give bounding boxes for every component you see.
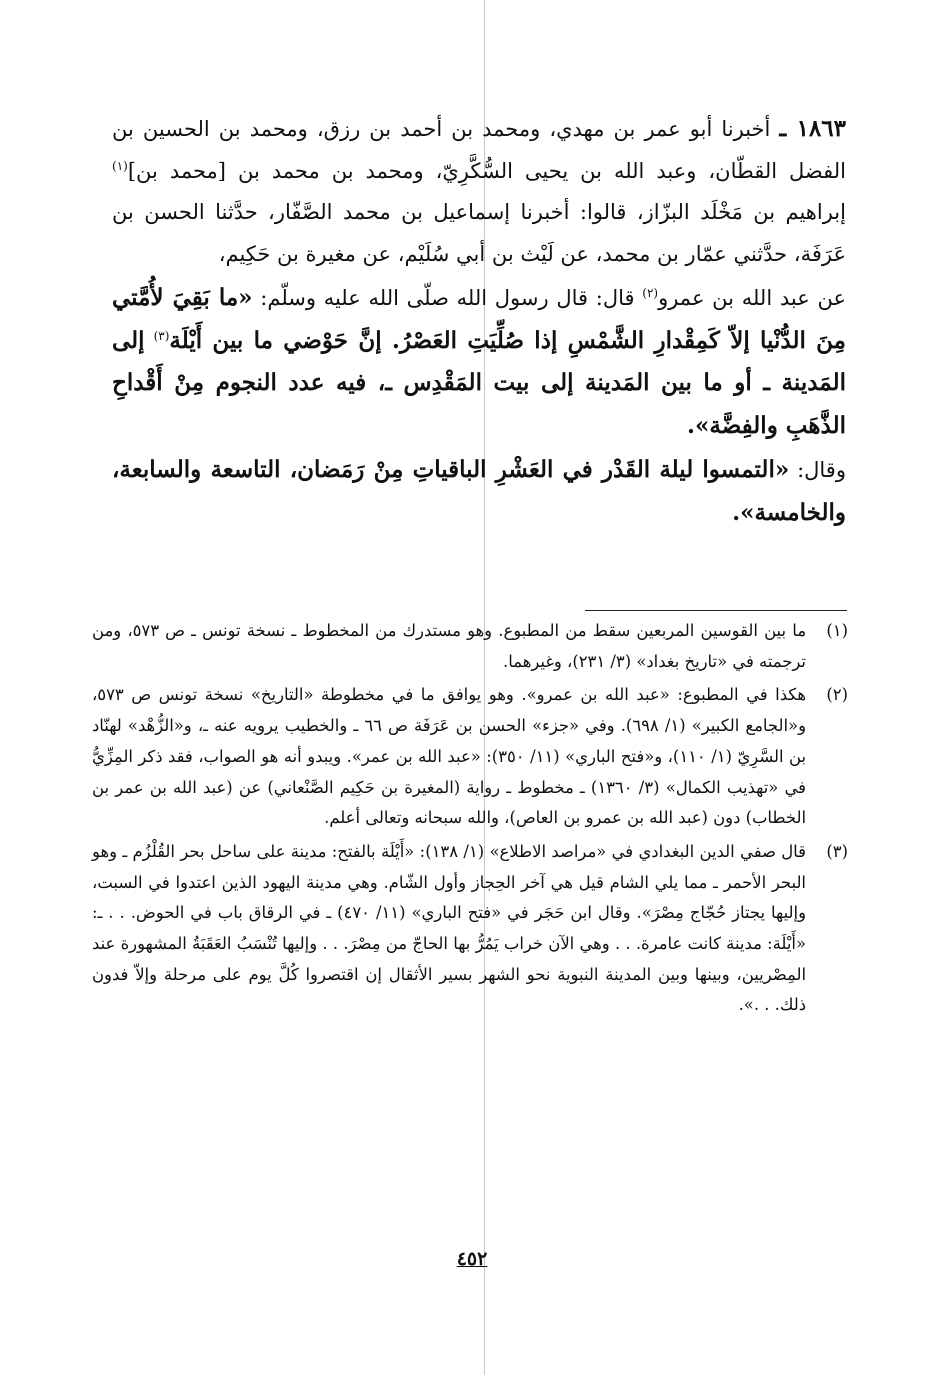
footnote-number: (٢): [826, 685, 848, 705]
isnad-text-rest: إبراهيم بن مَخْلَد البزّاز، قالوا: أخبرنا إسماعيل بن محمد الصَّفّار، حدَّثنا الحسن بن عَرَفَة، حدَّثني عمّار بن محمد، عن لَيْث بن أبي سُلَيْم، عن مغيرة بن حَكِيم،: [112, 200, 846, 266]
footnote-text: هكذا في المطبوع: «عبد الله بن عمرو». وهو يوافق ما في مخطوطة «التاريخ» نسخة تونس ص ٥٧٣، و«الجامع الكبير» (١/ ٦٩٨). وفي «جزء» الحسن بن عَرَفَة ص ٦٦ ـ والخطيب يرويه عنه ـ، و«الزُّهْد» لهنّاد بن السَّرِيّ (١/ ١١٠)، و«فتح الباري» (١١/ ٣٥٠): «عبد الله بن عمر». ويبدو أنه هو الصواب، فقد ذكر المِزِّيُّ في «تهذيب الكمال» (٣/ ١٣٦٠) ـ مخطوط ـ رواية (المغيرة بن حَكِيم الصَّنْعاني) عن (عبد الله بن عمر بن الخطاب) دون (عبد الله بن عمرو بن العاص)، والله سبحانه وتعالى أعلم.: [92, 685, 807, 828]
footnote: [92, 680, 848, 834]
said-text: وقال:: [797, 458, 846, 482]
footnote-ref-1[interactable]: (١): [112, 158, 128, 173]
footnotes: [92, 616, 848, 1024]
hadith-number: ١٨٦٣ ـ: [779, 115, 846, 142]
footnote-separator: [585, 610, 847, 611]
footnote-text: قال صفي الدين البغدادي في «مراصد الاطلاع» (١/ ١٣٨): «أَيْلَة بالفتح: مدينة على ساحل بحر القُلْزُم ـ وهو البحر الأحمر ـ مما يلي الشام قيل هي آخر الحِجاز وأول الشّام. وهي مدينة اليهود الذين اعتدوا في السبت، وإليها يجتاز حُجّاج مِصْرَ». وقال ابن حَجَر في «فتح الباري» (١١/ ٤٧٠) ـ في الرقاق باب في الحوض. . . ـ: «أَيْلَة: مدينة كانت عامرة. . . وهي الآن خراب يَمُرُّ بها الحاجّ من مِصْرَ. . . وإليها تُنْسَبُ العَقَبَةُ المشهورة عند المِصْريين، وبينها وبين المدينة النبوية نحو الشهر بسير الأثقال إن اقتصروا كُلَّ يوم على مرحلة وإلاّ فدون ذلك. . .».: [92, 841, 806, 1015]
isnad-text: أخبرنا أبو عمر بن مهدي، ومحمد بن أحمد بن رزق، ومحمد بن الحسين بن الفضل القطّان، وعبد الله بن يحيى السُّكَّرِيّ، ومحمد بن محمد بن [محمد بن]: [112, 117, 846, 183]
footnote-number: (١): [826, 621, 848, 640]
narrator-text: عن عبد الله بن عمرو: [658, 286, 846, 310]
page-number: ٤٥٢: [456, 1248, 488, 1270]
footnote-ref-2[interactable]: (٢): [642, 286, 659, 300]
prophetic-quote-2: «التمسوا ليلة القَدْر في العَشْرِ الباقياتِ مِنْ رَمَضان، التاسعة والسابعة، والخامسة».: [112, 456, 846, 526]
footnote: [92, 837, 848, 1021]
prophetic-quote-1: «ما بَقِيَ لأُمَّتي مِنَ الدُّنْيا إلاّ كَمِقْدارِ الشَّمْسِ إذا صُلِّيَتِ العَصْرُ. إنَّ حَوْضي ما بين أَيْلَة: [112, 284, 846, 354]
main-text: [112, 108, 846, 536]
hadith-second-paragraph: [112, 449, 846, 534]
footnote-ref-3[interactable]: (٣): [153, 328, 170, 343]
footnote: [92, 616, 848, 677]
narration-text: قال: قال رسول الله صلّى الله عليه وسلّم:: [260, 286, 635, 310]
hadith-matn-paragraph: [112, 277, 846, 447]
footnote-number: (٣): [826, 841, 848, 861]
hadith-isnad-paragraph: [112, 108, 846, 275]
prophetic-quote-1-rest: إلى المَدينة ـ أو ما بين المَدينة إلى بيت المَقْدِس ـ، فيه عدد النجوم مِنْ أَقْداحِ الذَّهَبِ والفِضَّة».: [112, 326, 846, 439]
footnote-text: ما بين القوسين المربعين سقط من المطبوع. وهو مستدرك من المخطوط ـ نسخة تونس ـ ص ٥٧٣، ومن ترجمته في «تاريخ بغداد» (٣/ ٢٣١)، وغيرهما.: [92, 621, 806, 671]
